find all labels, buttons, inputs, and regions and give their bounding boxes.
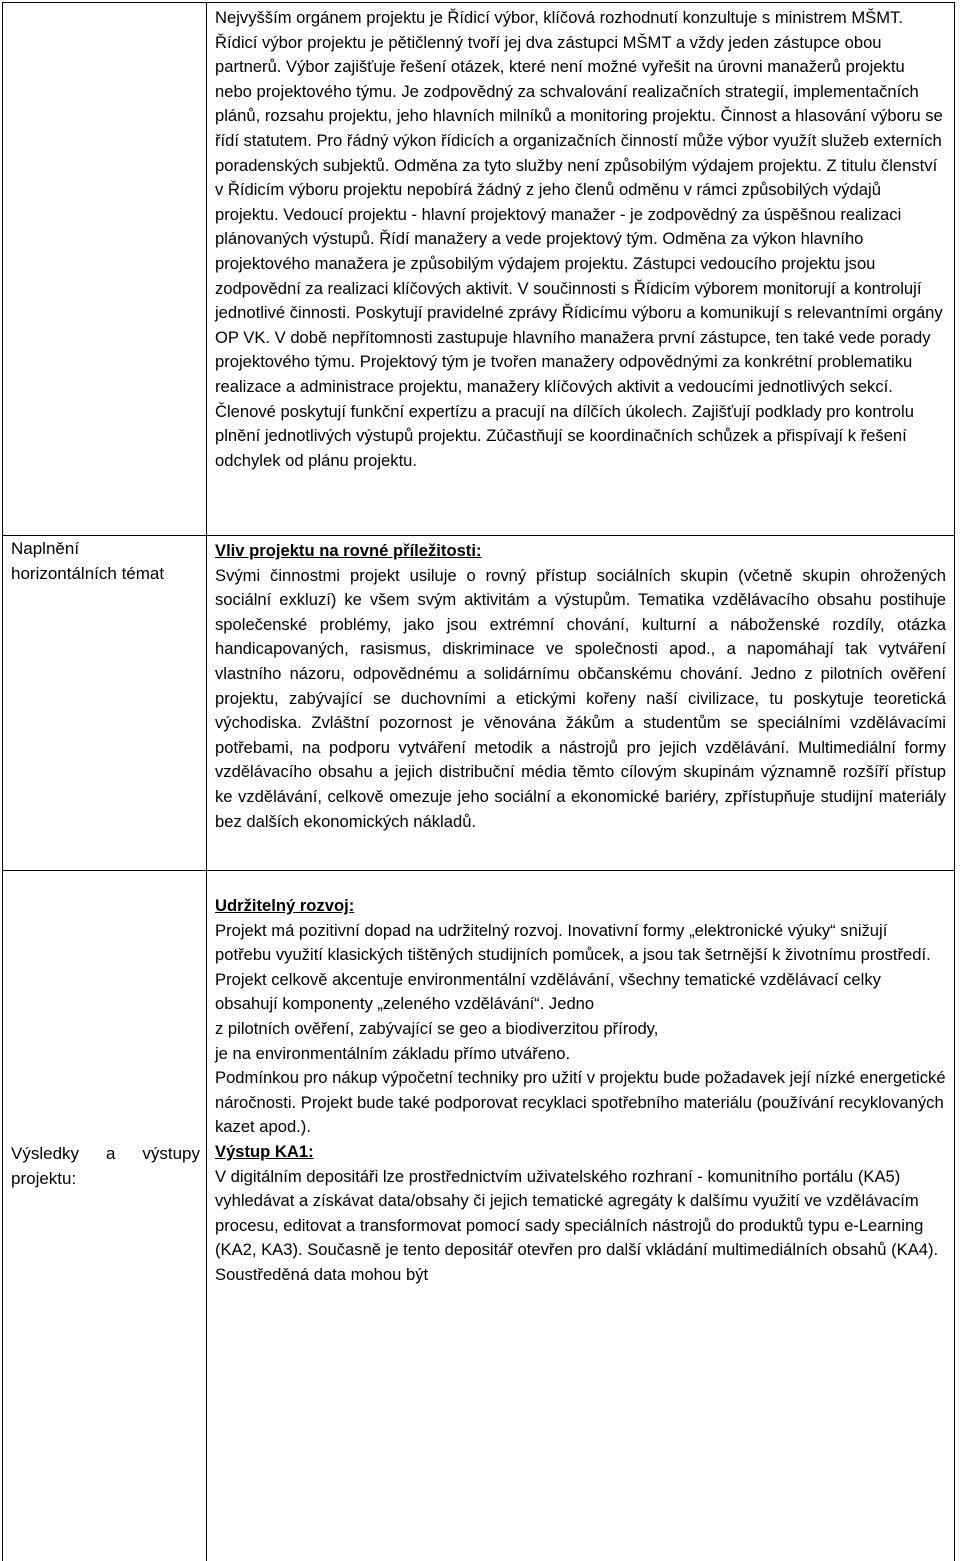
label-horizontal-themes-line1: Naplnění [11, 536, 200, 561]
sustainability-paragraph-1: Projekt má pozitivní dopad na udržitelný rozvoj. Inovativní formy „elektronické výuky“ snižují potřebu využití klasických tištěných studijních pomůcek, a jsou tak šetrnější k životnímu prostředí. Projekt celkově akcentuje environmentální vzdělávání, všechny tematické vzdělávací celky obsahují komponenty „zeleného vzdělávání“. Jedno [215, 919, 946, 1017]
equal-opportunities-heading: Vliv projektu na rovné příležitosti: [215, 539, 946, 564]
table-row-results [3, 871, 955, 1561]
table-row-management [3, 3, 955, 536]
label-cell-horizontal-themes [3, 536, 207, 871]
label-cell-empty [3, 3, 207, 536]
label-results-line2: projektu: [11, 1166, 200, 1191]
project-table [2, 2, 955, 1561]
equal-opportunities-paragraph: Svými činnostmi projekt usiluje o rovný přístup sociálních skupin (včetně skupin ohrožených sociální exkluzí) ke všem svým aktivitám a výstupům. Tematika vzdělávacího obsahu postihuje společenské problémy, jako jsou extrémní chování, kulturní a náboženské rozdíly, otázka handicapovaných, rasismus, diskriminace ve společnosti apod., a napomáhají tak vytváření vlastního názoru, odpovědnému a solidárnímu občanskému chování. Jedno z pilotních ověření projektu, zabývající se duchovními a etickými kořeny naší civilizace, tu poskytuje teoretická východiska. Zvláštní pozornost je věnována žákům a studentům se speciálními vzdělávacími potřebami, na podporu vytváření metodik a nástrojů pro jejich vzdělávání. Multimediální formy vzdělávacího obsahu a jejich distribuční média těmto cílovým skupinám významně rozšíří přístup ke vzdělávání, celkově omezuje jeho sociální a ekonomické bariéry, zpřístupňuje studijní materiály bez dalších ekonomických nákladů. [215, 564, 946, 835]
sustainability-heading: Udržitelný rozvoj: [215, 894, 946, 919]
text-cell-management [207, 3, 955, 536]
output-ka1-heading: Výstup KA1: [215, 1140, 946, 1165]
output-ka1-paragraph: V digitálním depositáři lze prostřednictvím uživatelského rozhraní - komunitního portálu (KA5) vyhledávat a získávat data/obsahy či jejich tematické agregáty k dalšímu využití ve vzdělávacím procesu, editovat a transformovat pomocí sady speciálních nástrojů do produktů typu e-Learning (KA2, KA3). Současně je tento depositář otevřen pro další vkládání multimediálních obsahů (KA4). Soustředěná data mohou být [215, 1165, 946, 1288]
label-cell-results [3, 871, 207, 1561]
sustainability-paragraph-2: z pilotních ověření, zabývající se geo a biodiverzitou přírody, [215, 1017, 946, 1042]
label-results-line1: Výsledky a výstupy [11, 1141, 200, 1166]
table-row-horizontal-themes [3, 536, 955, 871]
text-cell-equal-opportunities [207, 536, 955, 871]
management-paragraph: Nejvyšším orgánem projektu je Řídicí výbor, klíčová rozhodnutí konzultuje s ministrem MŠMT. Řídicí výbor projektu je pětičlenný tvoří jej dva zástupci MŠMT a vždy jeden zástupce obou partnerů. Výbor zajišťuje řešení otázek, které není možné vyřešit na úrovni manažerů projektu nebo projektového týmu. Je zodpovědný za schvalování realizačních strategií, implementačních plánů, rozsahu projektu, jeho hlavních milníků a monitoring projektu. Činnost a hlasování výboru se řídí statutem. Pro řádný výkon řídicích a organizačních činností může výbor využít služeb externích poradenských subjektů. Odměna za tyto služby není způsobilým výdajem projektu. Z titulu členství v Řídicím výboru projektu nepobírá žádný z jeho členů odměnu v rámci způsobilých výdajů projektu. Vedoucí projektu - hlavní projektový manažer - je zodpovědný za úspěšnou realizaci plánovaných výstupů. Řídí manažery a vede projektový tým. Odměna za výkon hlavního projektového manažera je způsobilým výdajem projektu. Zástupci vedoucího projektu jsou zodpovědní za realizaci klíčových aktivit. V součinnosti s Řídicím výborem monitorují a kontrolují jednotlivé činnosti. Poskytují pravidelné zprávy Řídicímu výboru a komunikují s relevantními orgány OP VK. V době nepřítomnosti zastupuje hlavního manažera první zástupce, ten také vede porady projektového týmu. Projektový tým je tvořen manažery odpovědnými za konkrétní problematiku realizace a administrace projektu, manažery klíčových aktivit a vedoucími jednotlivých sekcí. Členové poskytují funkční expertízu a pracují na dílčích úkolech. Zajišťují podklady pro kontrolu plnění jednotlivých výstupů projektu. Zúčastňují se koordinačních schůzek a přispívají k řešení odchylek od plánu projektu. [215, 6, 946, 473]
text-cell-results [207, 871, 955, 1561]
label-horizontal-themes-line2: horizontálních témat [11, 561, 200, 586]
sustainability-paragraph-4: Podmínkou pro nákup výpočetní techniky pro užití v projektu bude požadavek její nízké energetické náročnosti. Projekt bude také podporovat recyklaci spotřebního materiálu (používání recyklovaných kazet apod.). [215, 1066, 946, 1140]
sustainability-paragraph-3: je na environmentálním základu přímo utvářeno. [215, 1042, 946, 1067]
